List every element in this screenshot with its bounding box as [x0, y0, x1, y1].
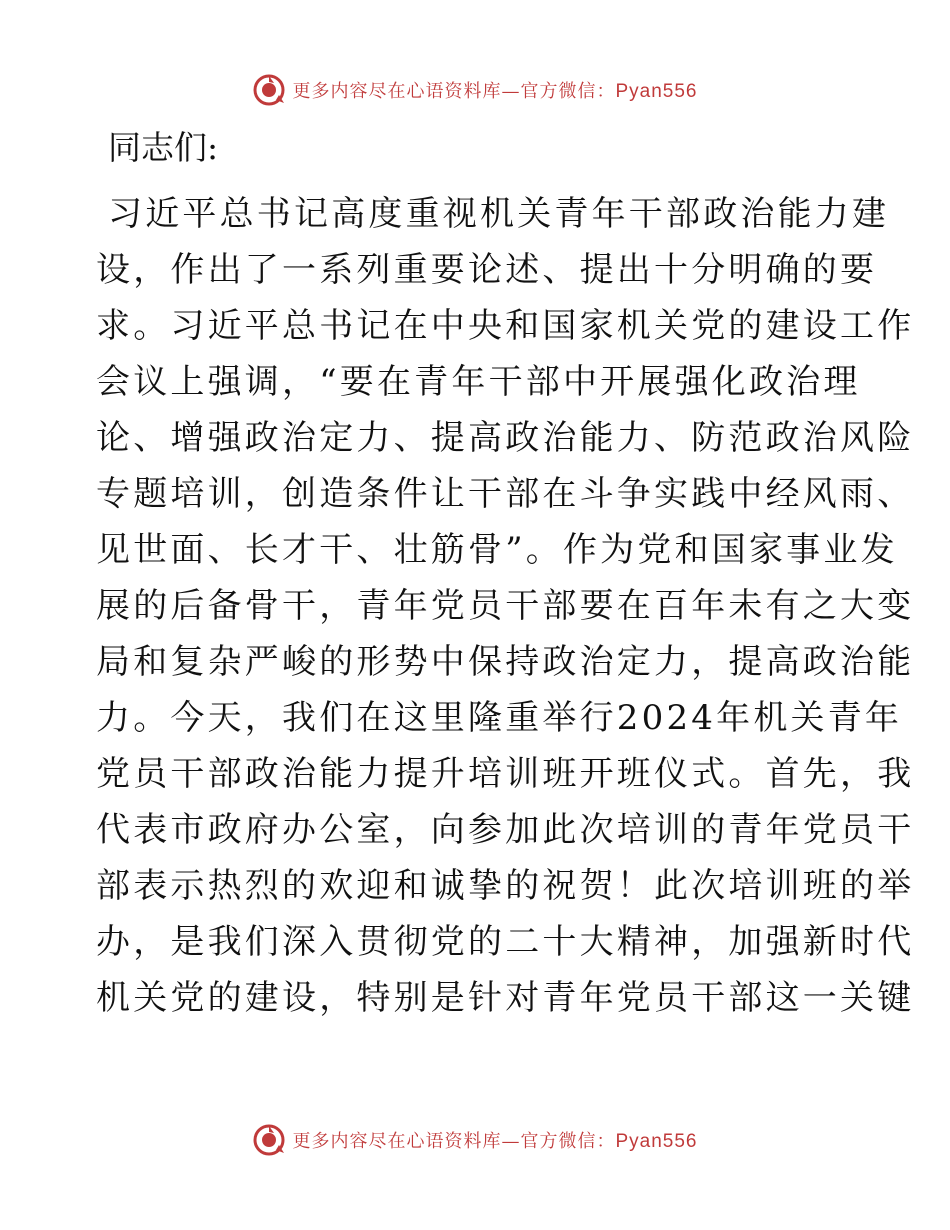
watermark-text: 更多内容尽在心语资料库—官方微信：Pyan556 — [292, 81, 698, 102]
paragraph-line: 论、增强政治定力、提高政治能力、防范政治风险 — [96, 418, 915, 458]
logo-icon — [252, 1123, 286, 1157]
paragraph-line: 力。今天，我们在这里隆重举行2024年机关青年 — [96, 698, 903, 738]
paragraph-line: 专题培训，创造条件让干部在斗争实践中经风雨、 — [96, 474, 915, 514]
watermark-text: 更多内容尽在心语资料库—官方微信：Pyan556 — [292, 1131, 698, 1152]
header-watermark — [0, 68, 950, 112]
paragraph-line: 党员干部政治能力提升培训班开班仪式。首先，我 — [96, 754, 915, 794]
paragraph-line: 设，作出了一系列重要论述、提出十分明确的要 — [96, 250, 878, 290]
paragraph-line: 办，是我们深入贯彻党的二十大精神，加强新时代 — [96, 922, 915, 962]
paragraph-line: 见世面、长才干、壮筋骨”。作为党和国家事业发 — [96, 530, 898, 570]
paragraph-line: 会议上强调，“要在青年干部中开展强化政治理 — [96, 362, 861, 402]
document-body — [96, 120, 915, 1026]
salutation: 同志们: — [108, 128, 219, 167]
footer-watermark — [0, 1118, 950, 1162]
paragraph-line: 展的后备骨干，青年党员干部要在百年未有之大变 — [96, 586, 915, 626]
paragraph-line: 代表市政府办公室，向参加此次培训的青年党员干 — [96, 810, 915, 850]
paragraph-line: 机关党的建设，特别是针对青年党员干部这一关键 — [96, 978, 915, 1018]
paragraph-line: 局和复杂严峻的形势中保持政治定力，提高政治能 — [96, 642, 915, 682]
paragraph-line: 习近平总书记高度重视机关青年干部政治能力建 — [108, 194, 890, 234]
paragraph-line: 求。习近平总书记在中央和国家机关党的建设工作 — [96, 306, 915, 346]
logo-icon — [252, 73, 286, 107]
paragraph-line: 部表示热烈的欢迎和诚挚的祝贺！此次培训班的举 — [96, 866, 915, 906]
